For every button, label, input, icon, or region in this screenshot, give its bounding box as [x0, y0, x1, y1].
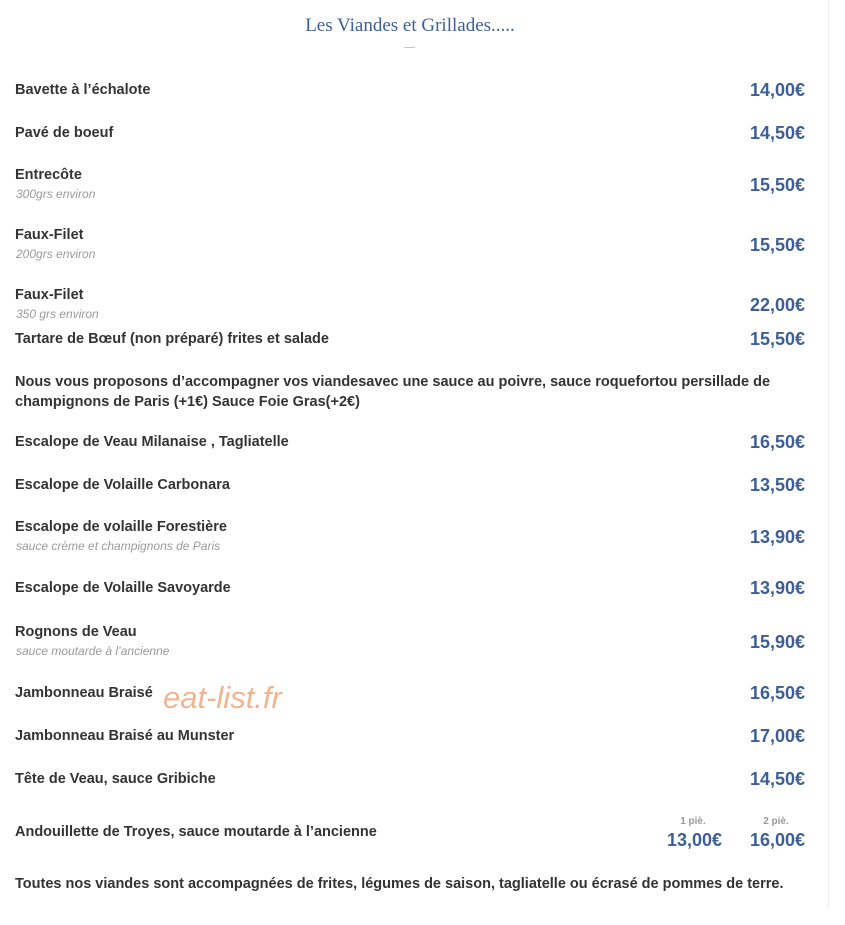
- menu-item-name: Escalope de Volaille Carbonara: [15, 477, 230, 493]
- menu-item-name: Tartare de Bœuf (non préparé) frites et salade: [15, 331, 329, 347]
- menu-item-name: Jambonneau Braisé: [15, 685, 153, 701]
- menu-item-price: 16,50€: [749, 683, 805, 703]
- menu-item-name: Rognons de Veau: [15, 624, 137, 640]
- menu-item-price: 14,00€: [749, 80, 805, 100]
- menu-item-name: Escalope de volaille Forestière: [15, 519, 227, 535]
- menu-item-name: Pavé de boeuf: [15, 125, 114, 141]
- menu-item-description: 350 grs environ: [16, 307, 99, 321]
- option-price-2-pieces: 16,00€: [749, 830, 805, 850]
- menu-item-price: 22,00€: [749, 295, 805, 315]
- menu-item-description: sauce moutarde à l’ancienne: [16, 644, 170, 658]
- menu-item-price: 15,50€: [749, 329, 805, 349]
- menu-item-description: 300grs environ: [16, 187, 96, 201]
- section-title: Les Viandes et Grillades.....: [305, 15, 515, 36]
- menu-item-price: 13,90€: [749, 527, 805, 547]
- menu-item-price: 16,50€: [749, 432, 805, 452]
- menu-item-name: Faux-Filet: [15, 287, 84, 303]
- menu-item-price: 15,50€: [749, 175, 805, 195]
- menu-item-name: Escalope de Veau Milanaise , Tagliatelle: [15, 434, 289, 450]
- option-label-2-pieces: 2 piè.: [763, 816, 789, 827]
- menu-item-name: Tête de Veau, sauce Gribiche: [15, 771, 216, 787]
- menu-item-name: Jambonneau Braisé au Munster: [15, 728, 235, 744]
- option-label-1-piece: 1 piè.: [680, 816, 706, 827]
- title-underline: [404, 47, 415, 48]
- right-edge-divider: [828, 0, 829, 908]
- menu-item-price: 15,90€: [749, 632, 805, 652]
- menu-item-price: 14,50€: [749, 123, 805, 143]
- menu-item-price: 17,00€: [749, 726, 805, 746]
- menu-item-name: Bavette à l’échalote: [15, 82, 151, 98]
- menu-item-name: Faux-Filet: [15, 227, 84, 243]
- menu-item-description: sauce crème et champignons de Paris: [16, 539, 221, 553]
- menu-item-price: 13,50€: [749, 475, 805, 495]
- andouillette-name: Andouillette de Troyes, sauce moutarde à l’ancienne: [15, 824, 377, 840]
- menu-item-name: Entrecôte: [15, 167, 82, 183]
- watermark-logo: eat-list.fr: [163, 680, 282, 715]
- option-price-1-piece: 13,00€: [666, 830, 722, 850]
- menu-item-description: 200grs environ: [16, 247, 96, 261]
- sauce-note: Nous vous proposons d’accompagner vos viandesavec une sauce au poivre, sauce roquefortou persillade de champignons de Paris (+1€) Sauce Foie Gras(+2€): [15, 374, 771, 410]
- menu-item-price: 15,50€: [749, 235, 805, 255]
- menu-item-price: 14,50€: [749, 769, 805, 789]
- menu-item-price: 13,90€: [749, 578, 805, 598]
- footer-note: Toutes nos viandes sont accompagnées de frites, légumes de saison, tagliatelle ou écrasé de pommes de terre.: [15, 876, 784, 892]
- menu-item-name: Escalope de Volaille Savoyarde: [15, 580, 231, 596]
